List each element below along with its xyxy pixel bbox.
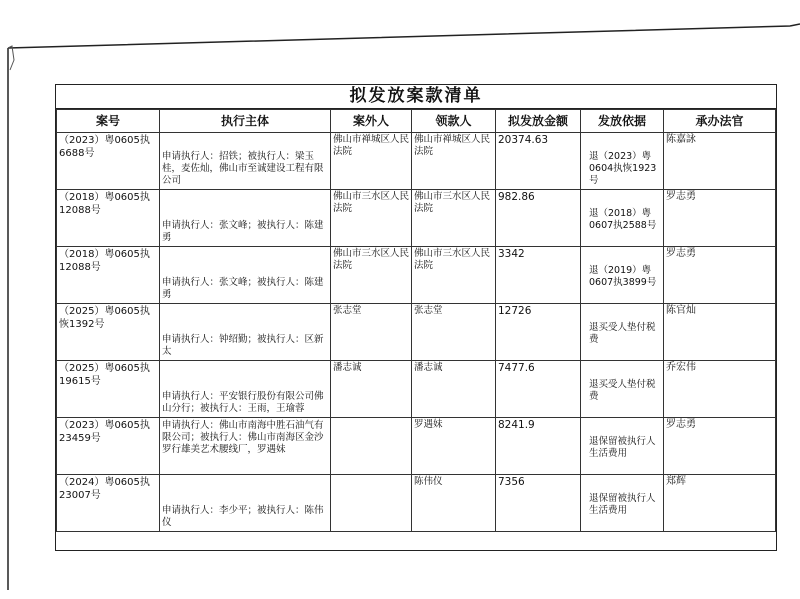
- outsider: 佛山市三水区人民法院: [331, 247, 412, 304]
- col-header-amount: 拟发放金额: [496, 110, 581, 133]
- judge: 郑辉: [664, 475, 776, 532]
- basis-text: 退保留被执行人生活费用: [589, 493, 656, 516]
- subject-text: 申请执行人：张文峰；被执行人：陈建勇: [162, 277, 324, 300]
- basis-text: 退买受人垫付税费: [589, 379, 656, 402]
- table-row: [57, 361, 776, 418]
- table-row: [57, 133, 776, 190]
- case-number: （2025）粤0605执19615号: [57, 361, 160, 418]
- judge: 罗志勇: [664, 418, 776, 475]
- basis-text: 退（2019）粤0607执3899号: [589, 265, 657, 288]
- col-header-judge: 承办法官: [664, 110, 776, 133]
- subject-cell: [160, 475, 331, 532]
- outsider: [331, 418, 412, 475]
- subject-cell: [160, 361, 331, 418]
- col-header-subject: 执行主体: [160, 110, 331, 133]
- col-header-outsider: 案外人: [331, 110, 412, 133]
- basis-text: 退买受人垫付税费: [589, 322, 656, 345]
- subject-text: 申请执行人：钟绍勤；被执行人：区新太: [162, 334, 324, 357]
- subject-cell: [160, 304, 331, 361]
- subject-cell: [160, 133, 331, 190]
- subject-text: 申请执行人：招铁；被执行人：梁玉桂，麦佐灿，佛山市至诚建设工程有限公司: [162, 151, 324, 186]
- payee: 佛山市三水区人民法院: [412, 190, 496, 247]
- outsider: 佛山市三水区人民法院: [331, 190, 412, 247]
- document-title: 拟发放案款清单: [56, 85, 776, 109]
- case-number: （2023）粤0605执6688号: [57, 133, 160, 190]
- table-row: [57, 475, 776, 532]
- table-row: [57, 190, 776, 247]
- judge: 陈嘉詠: [664, 133, 776, 190]
- basis-text: 退保留被执行人生活费用: [589, 436, 656, 459]
- payee: 潘志诚: [412, 361, 496, 418]
- subject-cell: [160, 190, 331, 247]
- subject-text: 申请执行人：平安银行股份有限公司佛山分行；被执行人：王雨，王瑜蓉: [162, 391, 324, 414]
- subject-text: 申请执行人：李少平；被执行人：陈伟仪: [162, 505, 324, 528]
- judge: 罗志勇: [664, 190, 776, 247]
- judge: 乔宏伟: [664, 361, 776, 418]
- amount: 7477.6: [496, 361, 581, 418]
- amount: 20374.63: [496, 133, 581, 190]
- judge: 陈官灿: [664, 304, 776, 361]
- subject-cell: [160, 247, 331, 304]
- basis-text: 退（2018）粤0607执2588号: [589, 208, 657, 231]
- header-row: [57, 110, 776, 133]
- outsider: 潘志诚: [331, 361, 412, 418]
- table-row: [57, 418, 776, 475]
- basis-cell: [581, 247, 664, 304]
- payout-list-sheet: [55, 84, 777, 551]
- payee: 张志堂: [412, 304, 496, 361]
- case-number: （2018）粤0605执12088号: [57, 247, 160, 304]
- basis-cell: [581, 475, 664, 532]
- basis-cell: [581, 133, 664, 190]
- payee: 佛山市禅城区人民法院: [412, 133, 496, 190]
- payee: 罗遇妹: [412, 418, 496, 475]
- col-header-basis: 发放依据: [581, 110, 664, 133]
- amount: 12726: [496, 304, 581, 361]
- amount: 8241.9: [496, 418, 581, 475]
- case-number: （2024）粤0605执23007号: [57, 475, 160, 532]
- basis-text: 退（2023）粤0604执恢1923号: [589, 151, 657, 186]
- basis-cell: [581, 418, 664, 475]
- payout-table: [56, 109, 776, 532]
- basis-cell: [581, 361, 664, 418]
- table-row: [57, 304, 776, 361]
- col-header-payee: 领款人: [412, 110, 496, 133]
- case-number: （2025）粤0605执恢1392号: [57, 304, 160, 361]
- outsider: [331, 475, 412, 532]
- subject-text: 申请执行人：张文峰；被执行人：陈建勇: [162, 220, 324, 243]
- judge: 罗志勇: [664, 247, 776, 304]
- col-header-case-no: 案号: [57, 110, 160, 133]
- case-number: （2018）粤0605执12088号: [57, 190, 160, 247]
- basis-cell: [581, 304, 664, 361]
- table-row: [57, 247, 776, 304]
- amount: 982.86: [496, 190, 581, 247]
- outsider: 佛山市禅城区人民法院: [331, 133, 412, 190]
- basis-cell: [581, 190, 664, 247]
- outsider: 张志堂: [331, 304, 412, 361]
- subject-cell: [160, 418, 331, 475]
- case-number: （2023）粤0605执23459号: [57, 418, 160, 475]
- subject-text: 申请执行人：佛山市南海中胜石油气有限公司；被执行人：佛山市南海区金沙罗行雄美艺术腰线厂，罗遇妹: [162, 420, 324, 455]
- amount: 7356: [496, 475, 581, 532]
- amount: 3342: [496, 247, 581, 304]
- payee: 陈伟仪: [412, 475, 496, 532]
- payee: 佛山市三水区人民法院: [412, 247, 496, 304]
